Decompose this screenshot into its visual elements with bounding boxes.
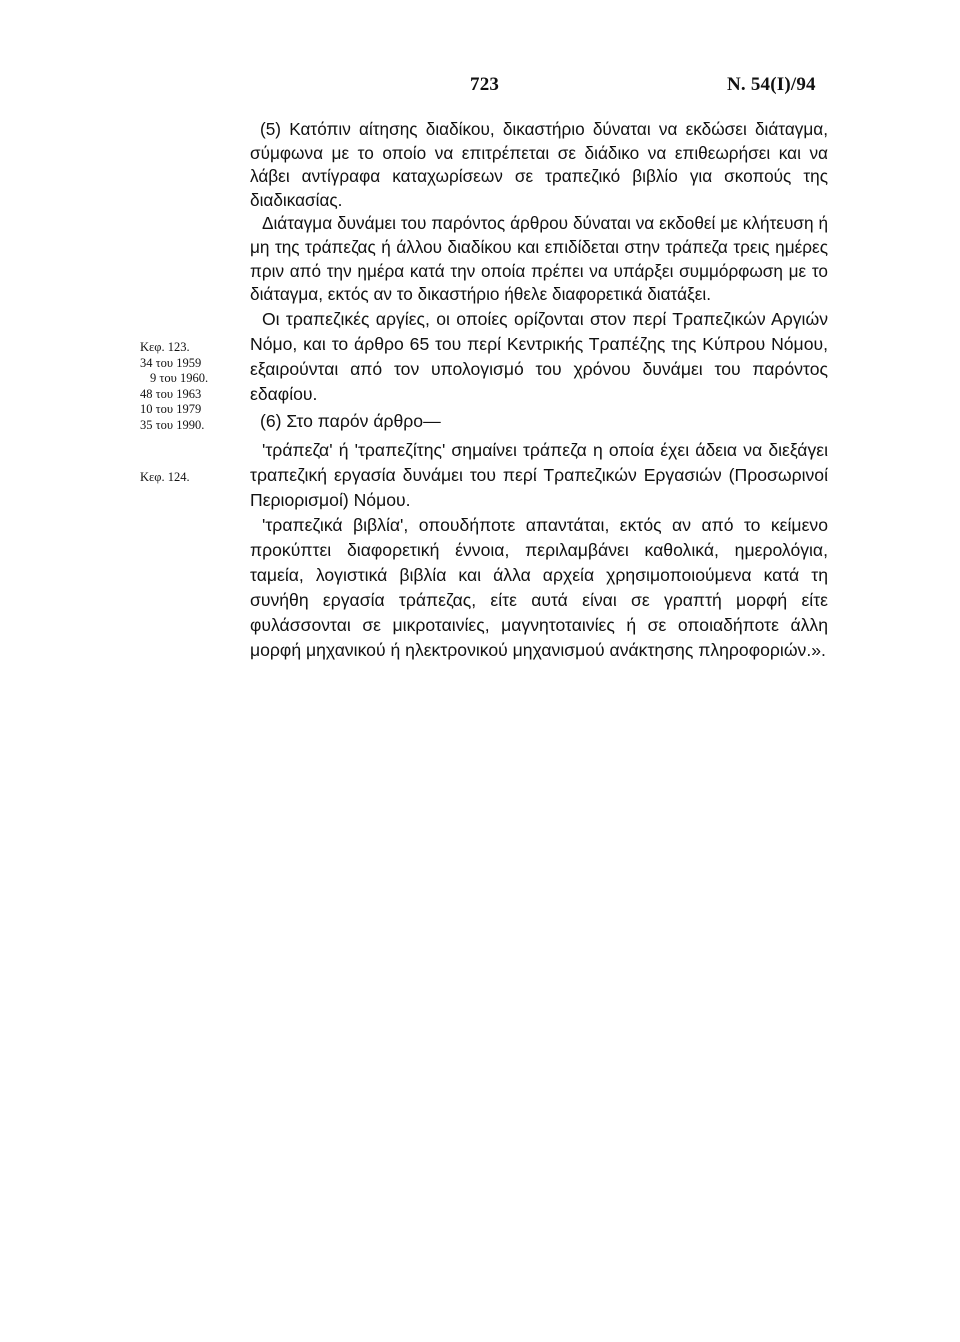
margin-notes	[140, 340, 235, 486]
margin-spacer	[140, 433, 235, 470]
margin-note-amendment: 10 του 1979	[140, 402, 202, 416]
margin-note-cap-124: Κεφ. 124.	[140, 470, 190, 484]
margin-note-amendment: 48 του 1963	[140, 386, 202, 401]
subsection-6-heading: (6) Στο παρόν άρθρο—	[260, 410, 441, 431]
definition-bank-books: 'τραπεζικά βιβλία', οπουδήποτε απαντάται, εκτός αν από το κείμενο προκύπτει διαφορετική έννοια, περιλαμβάνει καθολικά, ημερολόγια, ταμεία, λογιστικά βιβλία και άλλα αρχεία χρησιμοποιούμενα κατά τη συνήθη εργασία τράπεζας, είτε αυτά είναι σε γραπτή μορφή είτε φυλάσσονται σε μικροταινίες, μαγνητοταινίες ή σε οποιαδήποτε άλλη μορφή μηχανικού ή ηλεκτρονικού μηχανισμού ανάκτησης πληροφοριών.».	[250, 514, 828, 660]
paragraph-order-service: Διάταγμα δυνάμει του παρόντος άρθρου δύναται να εκδοθεί με κλήτευση ή μη της τράπεζας ή άλλου διαδίκου και επιδίδεται στην τράπεζα τρεις ημέρες πριν από την ημέρα κατά την οποία πρέπει να υπάρξει συμμόρφωση με το διάταγμα, εκτός αν το δικαστήριο ήθελε διαφορετικά διατάξει.	[250, 213, 828, 305]
margin-note-amendment: 34 του 1959	[140, 355, 202, 370]
definition-bank: 'τράπεζα' ή 'τραπεζίτης' σημαίνει τράπεζα η οποία έχει άδεια να διεξάγει τραπεζική εργασία δυνάμει του περί Τραπεζικών Εργασιών (Προσωρινοί Περιορισμοί) Νόμου.	[250, 439, 828, 510]
page-number: 723	[470, 74, 500, 95]
margin-note-cap-123: Κεφ. 123.	[140, 340, 190, 354]
law-reference: Ν. 54(Ι)/94	[727, 74, 816, 95]
paragraph-subsection-5: (5) Κατόπιν αίτησης διαδίκου, δικαστήριο δύναται να εκδώσει διάταγμα, σύμφωνα με το οποίο να επιτρέπεται σε διάδικο να επιθεωρήσει και να λάβει αντίγραφα καταχωρίσεων σε τραπεζικό βιβλίο για σκοπούς της διαδικασίας.	[250, 119, 828, 210]
paragraph-bank-holidays: Οι τραπεζικές αργίες, οι οποίες ορίζονται στον περί Τραπεζικών Αργιών Νόμο, και το άρθρο 65 του περί Κεντρικής Τραπέζης της Κύπρου Νόμου, εξαιρούνται από τον υπολογισμό του χρόνου δυνάμει του παρόντος εδαφίου.	[250, 308, 828, 404]
margin-note-amendment: 9 του 1960.	[150, 371, 209, 385]
main-text	[250, 118, 828, 663]
margin-note-amendment: 35 του 1990.	[140, 417, 205, 432]
